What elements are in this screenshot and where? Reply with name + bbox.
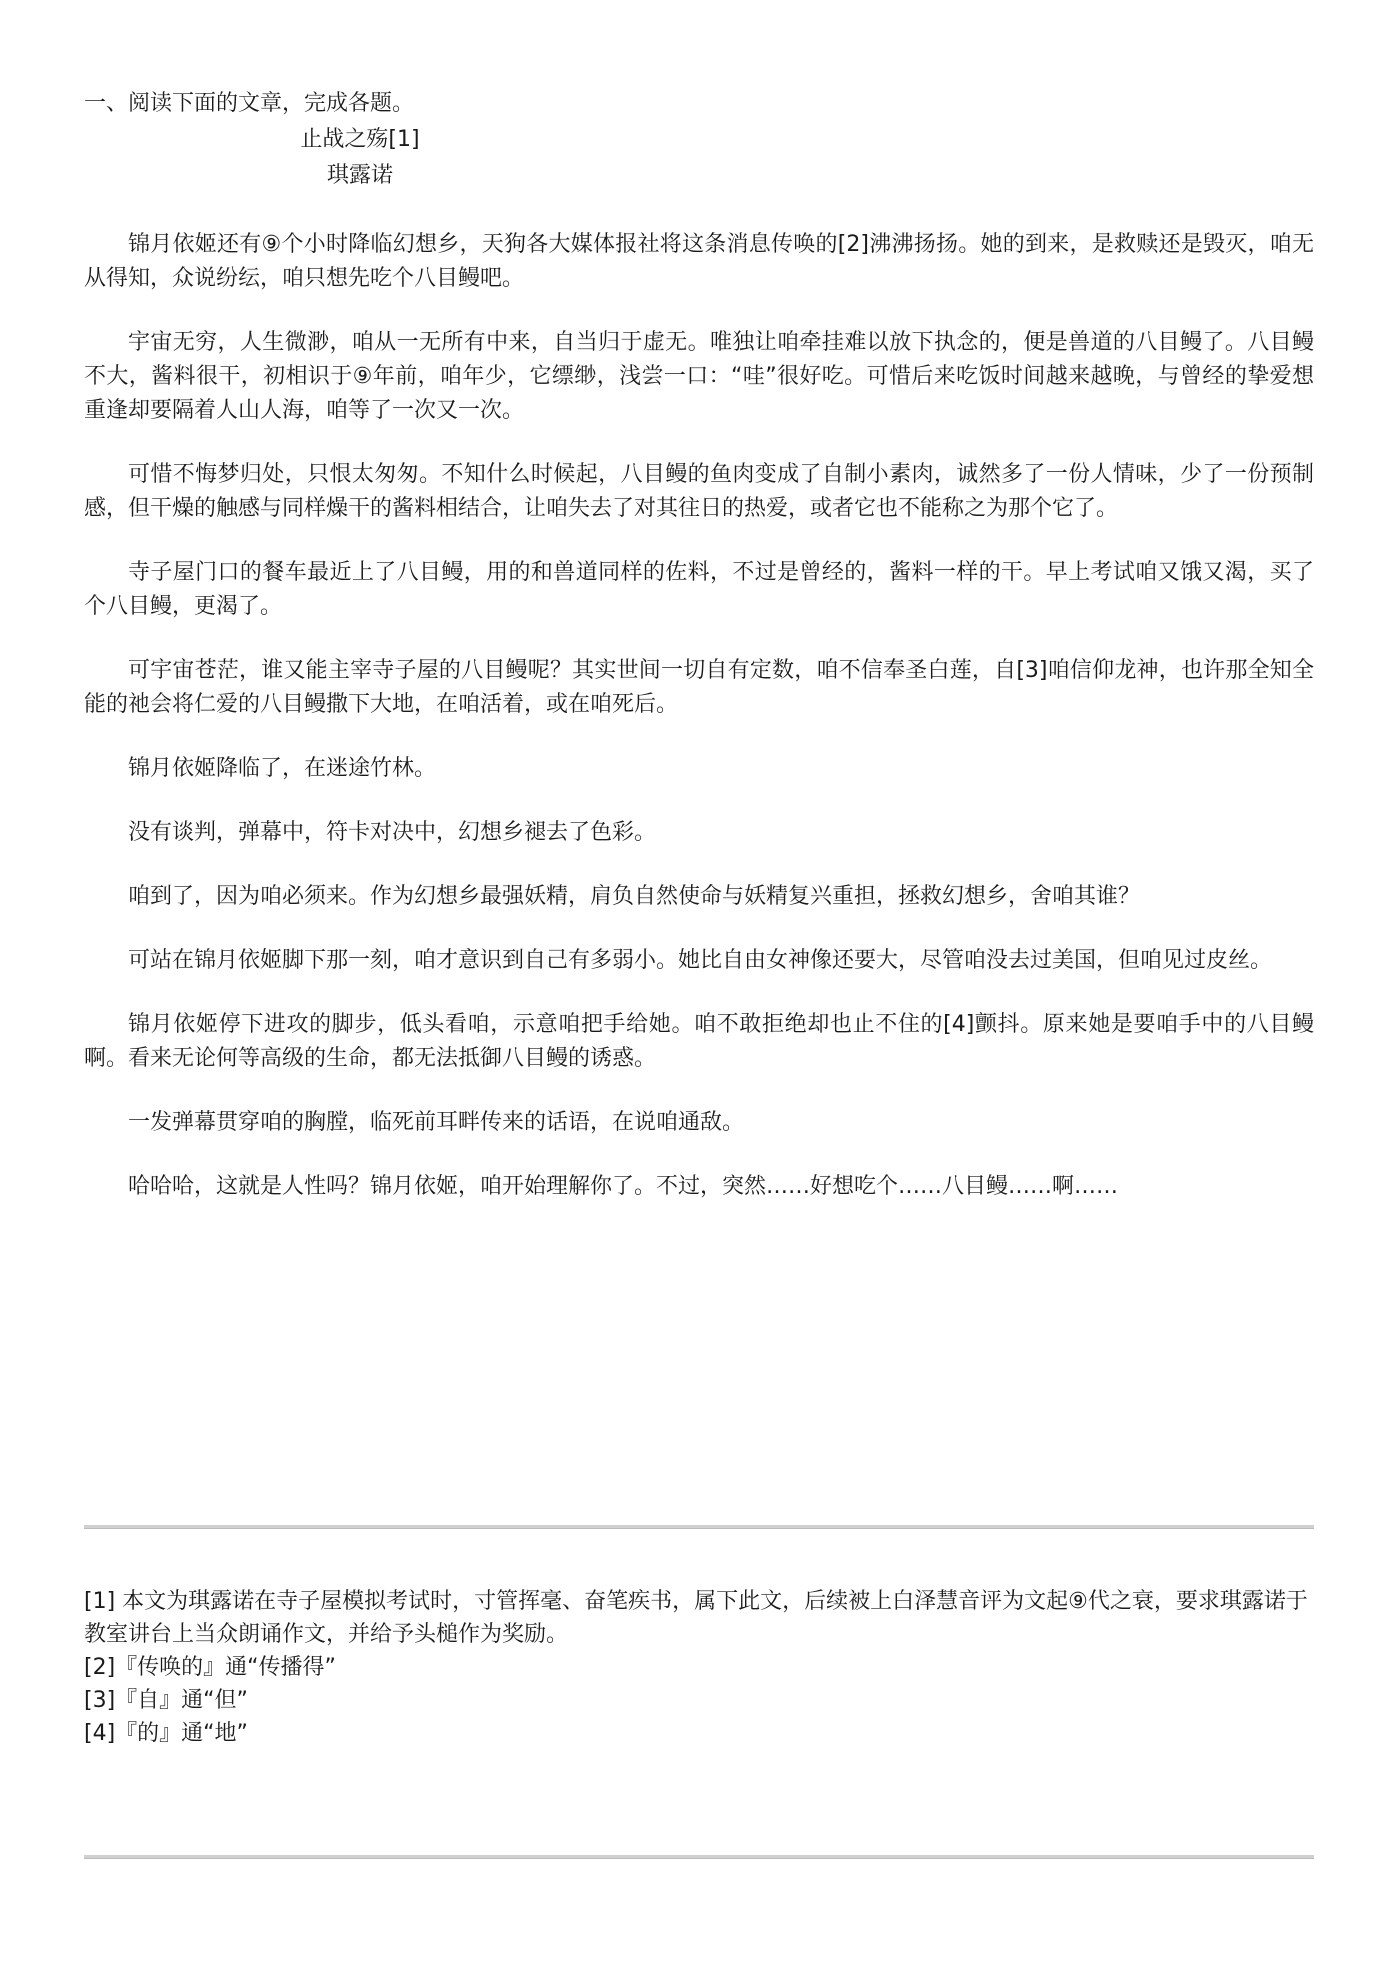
footnote: [4]『的』通“地” [84, 1721, 248, 1746]
paragraph: 宇宙无穷，人生微渺，咱从一无所有中来，自当归于虚无。唯独让咱牵挂难以放下执念的，便是兽道的八目鳗了。八目鳗不大，酱料很干，初相识于⑨年前，咱年少，它缥缈，浅尝一口：“哇”很好吃。可惜后来吃饭时间越来越晚，与曾经的挚爱想重逢却要隔着人山人海，咱等了一次又一次。 [84, 330, 1314, 423]
bottom-divider [84, 1855, 1314, 1859]
article-body [84, 228, 1314, 1234]
footnote: [3]『自』通“但” [84, 1688, 248, 1713]
paragraph: 哈哈哈，这就是人性吗？锦月依姬，咱开始理解你了。不过，突然……好想吃个……八目鳗……啊…… [128, 1174, 1119, 1199]
paragraph: 咱到了，因为咱必须来。作为幻想乡最强妖精，肩负自然使命与妖精复兴重担，拯救幻想乡，舍咱其谁？ [128, 884, 1141, 909]
footnotes [84, 1585, 1314, 1750]
paragraph: 锦月依姬还有⑨个小时降临幻想乡，天狗各大媒体报社将这条消息传唤的[2]沸沸扬扬。她的到来，是救赎还是毁灭，咱无从得知，众说纷纭，咱只想先吃个八目鳗吧。 [84, 232, 1314, 291]
paragraph: 可站在锦月依姬脚下那一刻，咱才意识到自己有多弱小。她比自由女神像还要大，尽管咱没去过美国，但咱见过皮丝。 [128, 948, 1273, 973]
paragraph: 寺子屋门口的餐车最近上了八目鳗，用的和兽道同样的佐料，不过是曾经的，酱料一样的干。早上考试咱又饿又渴，买了个八目鳗，更渴了。 [84, 560, 1314, 619]
paragraph: 锦月依姬停下进攻的脚步，低头看咱，示意咱把手给她。咱不敢拒绝却也止不住的[4]颤抖。原来她是要咱手中的八目鳗啊。看来无论何等高级的生命，都无法抵御八目鳗的诱惑。 [84, 1012, 1314, 1071]
article-title: 止战之殇[1] [300, 127, 420, 152]
footnote: [2]『传唤的』通“传播得” [84, 1655, 336, 1680]
paragraph: 锦月依姬降临了，在迷途竹林。 [128, 756, 437, 781]
paragraph: 可惜不悔梦归处，只恨太匆匆。不知什么时候起，八目鳗的鱼肉变成了自制小素肉，诚然多了一份人情味，少了一份预制感，但干燥的触感与同样燥干的酱料相结合，让咱失去了对其往日的热爱，或者它也不能称之为那个它了。 [84, 462, 1314, 521]
paragraph: 没有谈判，弹幕中，符卡对决中，幻想乡褪去了色彩。 [128, 820, 657, 845]
article-author: 琪露诺 [326, 163, 393, 188]
footnote-divider [84, 1525, 1314, 1529]
paragraph: 一发弹幕贯穿咱的胸膛，临死前耳畔传来的话语，在说咱通敌。 [128, 1110, 745, 1135]
paragraph: 可宇宙苍茫，谁又能主宰寺子屋的八目鳗呢？其实世间一切自有定数，咱不信奉圣白莲，自[3]咱信仰龙神，也许那全知全能的祂会将仁爱的八目鳗撒下大地，在咱活着，或在咱死后。 [84, 658, 1314, 717]
footnote: [1] 本文为琪露诺在寺子屋模拟考试时，寸管挥毫、奋笔疾书，属下此文，后续被上白泽慧音评为文起⑨代之衰，要求琪露诺于教室讲台上当众朗诵作文，并给予头槌作为奖励。 [84, 1589, 1308, 1647]
question-heading: 一、阅读下面的文章，完成各题。 [84, 91, 415, 116]
